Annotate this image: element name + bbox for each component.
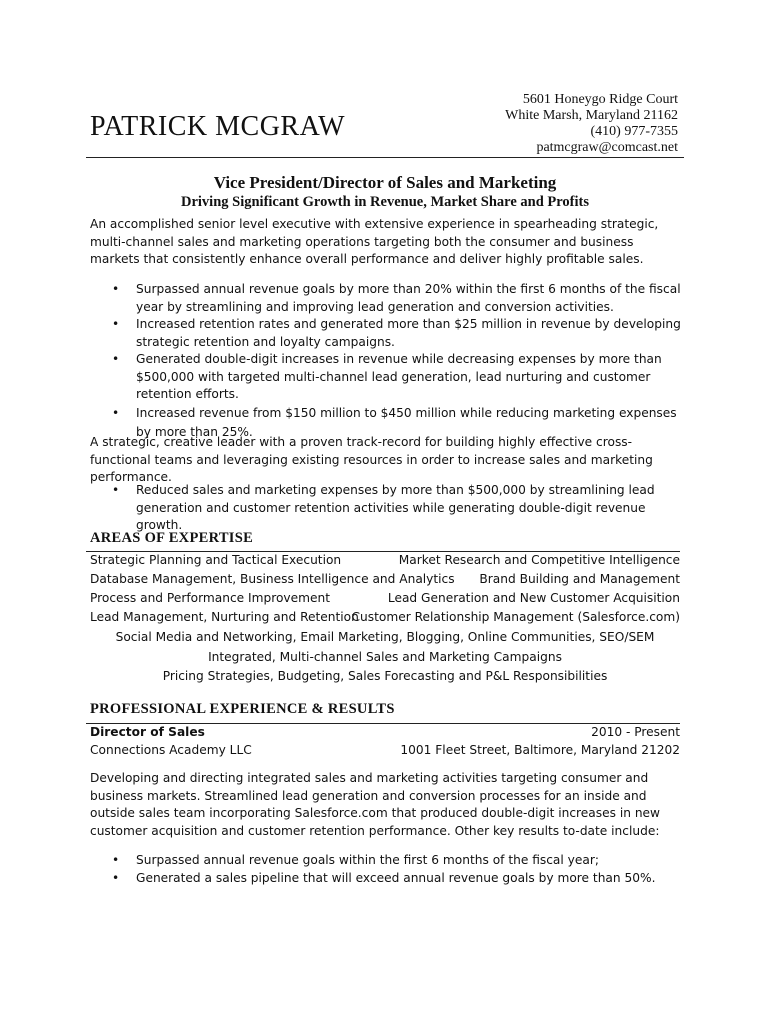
expertise-item-left: Lead Management, Nurturing and Retention — [90, 610, 359, 624]
expertise-centered-item: Pricing Strategies, Budgeting, Sales Forecasting and P&L Responsibilities — [162, 669, 608, 683]
result-text: Generated a sales pipeline that will exceed annual revenue goals by more than 50%. — [136, 870, 656, 885]
job-description: Developing and directing integrated sales and marketing activities targeting consumer and business markets. Streamlined lead generation and conversion processes for an inside and outside sales team incorporating Salesforce.com that produced double-digit increases in new customer acquisition and customer retention performance. Other key results to-date include: — [90, 771, 661, 838]
expertise-item-left: Database Management, Business Intelligence and Analytics — [90, 572, 455, 586]
list-item — [106, 316, 682, 351]
expertise-item-left: Process and Performance Improvement — [90, 591, 330, 605]
bullet-icon: • — [112, 853, 120, 867]
result-text: Surpassed annual revenue goals within the first 6 months of the fiscal year; — [136, 853, 599, 867]
address-line-2: White Marsh, Maryland 21162 — [505, 108, 678, 123]
job-dates: 2010 - Present — [591, 725, 680, 739]
expertise-item-left: Strategic Planning and Tactical Execution — [90, 553, 342, 567]
summary-intro: An accomplished senior level executive with extensive experience in spearheading strategic, multi-channel sales and marketing operations targeting both the consumer and business markets that consistently enhance overall performance and deliver highly profitable sales. — [90, 217, 659, 266]
expertise-item-right: Lead Generation and New Customer Acquisition — [387, 591, 680, 605]
expertise-centered-item: Social Media and Networking, Email Marketing, Blogging, Online Communities, SEO/SEM — [115, 630, 655, 644]
summary-achievements-list — [106, 281, 682, 442]
bullet-icon: • — [112, 352, 120, 366]
expertise-item-right: Brand Building and Management — [479, 572, 680, 586]
expertise-item-right: Customer Relationship Management (Salesforce.com) — [351, 610, 680, 624]
expertise-centered-item: Integrated, Multi-channel Sales and Marketing Campaigns — [208, 650, 562, 664]
company-name: Connections Academy LLC — [90, 743, 252, 757]
header-divider — [86, 157, 684, 158]
candidate-name: PATRICK MCGRAW — [90, 111, 345, 142]
list-item — [106, 482, 682, 535]
achievement-text: Increased retention rates and generated more than $25 million in revenue by developing strategic retention and loyalty campaigns. — [136, 317, 681, 349]
experience-heading: PROFESSIONAL EXPERIENCE & RESULTS — [90, 701, 395, 717]
list-item — [106, 281, 682, 316]
bullet-icon: • — [112, 483, 120, 497]
achievement-text: Reduced sales and marketing expenses by more than $500,000 by streamlining lead generation and customer retention activities while generating double-digit revenue growth. — [136, 483, 655, 532]
bullet-icon: • — [112, 405, 120, 420]
phone-number: (410) 977-7355 — [590, 124, 678, 139]
achievement-text: Increased revenue from $150 million to $450 million while reducing marketing expenses by more than 25%. — [136, 405, 677, 439]
achievement-text: Surpassed annual revenue goals by more than 20% within the first 6 months of the fiscal year by streamlining and improving lead generation and conversion activities. — [136, 282, 681, 314]
leader-achievements-list — [106, 482, 682, 535]
list-item — [106, 870, 682, 888]
email-address: patmcgraw@comcast.net — [536, 140, 678, 155]
expertise-heading: AREAS OF EXPERTISE — [90, 530, 254, 546]
contact-block — [505, 92, 678, 156]
company-location: 1001 Fleet Street, Baltimore, Maryland 21202 — [400, 743, 680, 757]
list-item — [106, 852, 682, 870]
job-results-list — [106, 852, 682, 887]
professional-tagline: Driving Significant Growth in Revenue, Market Share and Profits — [180, 194, 590, 210]
bullet-icon: • — [112, 870, 120, 885]
list-item — [106, 351, 682, 404]
job-title: Director of Sales — [90, 725, 205, 739]
expertise-item-right: Market Research and Competitive Intelligence — [398, 553, 680, 567]
bullet-icon: • — [112, 282, 120, 296]
achievement-text: Generated double-digit increases in revenue while decreasing expenses by more than $500,000 with targeted multi-channel lead generation, lead nurturing and customer retention efforts. — [136, 352, 662, 401]
leader-paragraph: A strategic, creative leader with a proven track-record for building highly effective cross-functional teams and leveraging existing resources in order to increase sales and marketing performance. — [90, 435, 653, 484]
professional-title: Vice President/Director of Sales and Marketing — [213, 173, 557, 192]
address-line-1: 5601 Honeygo Ridge Court — [522, 92, 678, 107]
bullet-icon: • — [112, 317, 120, 331]
